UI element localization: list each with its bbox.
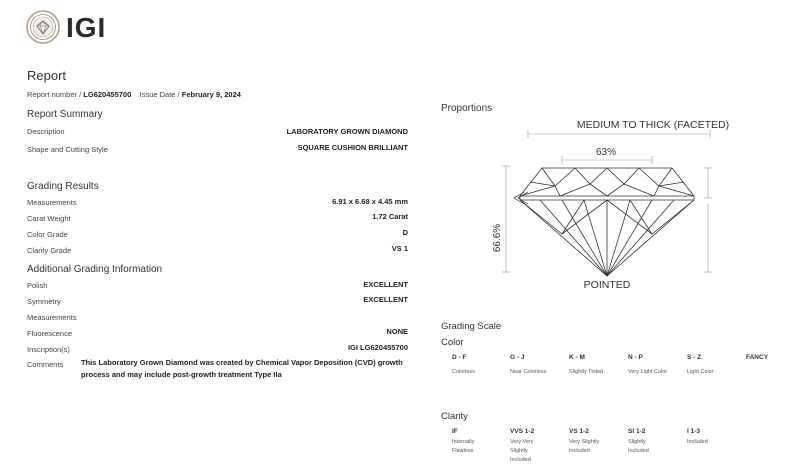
grading-scale-heading: Grading Scale [441, 321, 502, 332]
color-grade-desc: Colorless [452, 369, 475, 375]
clarity-grade-desc: Very Slightly Included [569, 439, 600, 454]
grading-value: VS 1 [391, 244, 408, 253]
depth-percent: 66.6% [492, 223, 503, 253]
additional-label: Inscription(s) [27, 345, 70, 354]
color-grade-desc: Very Light Color [628, 369, 668, 375]
summary-label: Description [27, 127, 65, 136]
additional-value: EXCELLENT [363, 280, 408, 289]
color-grade-col [628, 354, 668, 377]
additional-value: IGI LG620455700 [347, 343, 408, 352]
color-grade-code: G - J [510, 354, 525, 361]
grading-label: Clarity Grade [27, 246, 72, 255]
clarity-grade-desc: Included [687, 439, 708, 445]
color-grade-code: N - P [628, 354, 643, 361]
summary-value: SQUARE CUSHION BRILLIANT [297, 143, 408, 152]
clarity-grade-code: IF [452, 428, 458, 435]
color-grade-col [569, 354, 625, 377]
color-grade-col [510, 354, 550, 377]
diamond-profile-drawing [492, 116, 730, 291]
table-percent: 63% [595, 147, 617, 158]
girdle-label: MEDIUM TO THICK (FACETED) [576, 119, 730, 131]
color-grade-code: S - Z [687, 354, 702, 361]
color-grade-col [452, 354, 508, 377]
issue-date-label: Issue Date / [139, 90, 180, 99]
report-meta [27, 90, 241, 99]
report-title: Report [27, 68, 67, 83]
proportions-diagram [492, 116, 730, 291]
clarity-grade-col [569, 428, 613, 456]
report-summary-heading: Report Summary [27, 109, 103, 120]
clarity-grade-desc: Internally Flawless [452, 439, 475, 454]
additional-value: EXCELLENT [363, 295, 408, 304]
clarity-grade-code: SI 1-2 [628, 428, 646, 435]
grading-label: Carat Weight [27, 214, 71, 223]
additional-label: Polish [27, 281, 48, 290]
grading-value: D [402, 228, 408, 237]
grading-label: Color Grade [27, 230, 68, 239]
clarity-grade-code: I 1-3 [687, 428, 701, 435]
additional-label: Measurements [27, 313, 77, 322]
issue-date: February 9, 2024 [181, 90, 241, 99]
grading-label: Measurements [27, 198, 77, 207]
color-grade-col [746, 354, 792, 367]
color-grade-desc: Slightly Tinted [569, 369, 604, 375]
comments-value: This Laboratory Grown Diamond was created by Chemical Vapor Deposition (CVD) growth process and may include post-growth treatment Type IIa [81, 358, 403, 379]
clarity-grade-col [687, 428, 743, 447]
grading-value: 1.72 Carat [372, 212, 408, 221]
clarity-scale-heading: Clarity [441, 411, 468, 422]
report-number: LG620455700 [83, 90, 132, 99]
report-number-label: Report number / [27, 90, 82, 99]
color-grade-desc: Near Colorless [510, 369, 547, 375]
clarity-grade-col [452, 428, 492, 456]
igi-logo [26, 10, 116, 46]
clarity-grade-col [628, 428, 668, 456]
color-grade-code: FANCY [746, 354, 769, 361]
clarity-grade-col [510, 428, 550, 465]
color-grade-desc: Light Color [687, 369, 714, 375]
color-scale-heading: Color [441, 337, 464, 348]
color-grade-code: K - M [569, 354, 585, 361]
color-grade-col [687, 354, 743, 377]
additional-value: NONE [386, 327, 408, 336]
grading-value: 6.91 x 6.68 x 4.45 mm [332, 197, 408, 206]
summary-value: LABORATORY GROWN DIAMOND [286, 127, 408, 136]
grading-results-heading: Grading Results [27, 181, 99, 192]
additional-info-heading: Additional Grading Information [27, 264, 163, 275]
brand-name: IGI [66, 12, 107, 43]
clarity-grade-desc: Slightly Included [628, 439, 649, 454]
clarity-grade-code: VVS 1-2 [510, 428, 535, 435]
culet-label: POINTED [583, 279, 631, 291]
clarity-grade-code: VS 1-2 [569, 428, 589, 435]
clarity-grade-desc: Very Very Slightly Included [510, 439, 534, 463]
additional-label: Fluorescence [27, 329, 73, 338]
proportions-heading: Proportions [441, 103, 493, 114]
igi-seal-icon [26, 10, 60, 44]
additional-label: Symmetry [27, 297, 61, 306]
color-grade-code: D - F [452, 354, 467, 361]
summary-label: Shape and Cutting Style [27, 145, 108, 154]
comments-label: Comments [27, 360, 64, 369]
